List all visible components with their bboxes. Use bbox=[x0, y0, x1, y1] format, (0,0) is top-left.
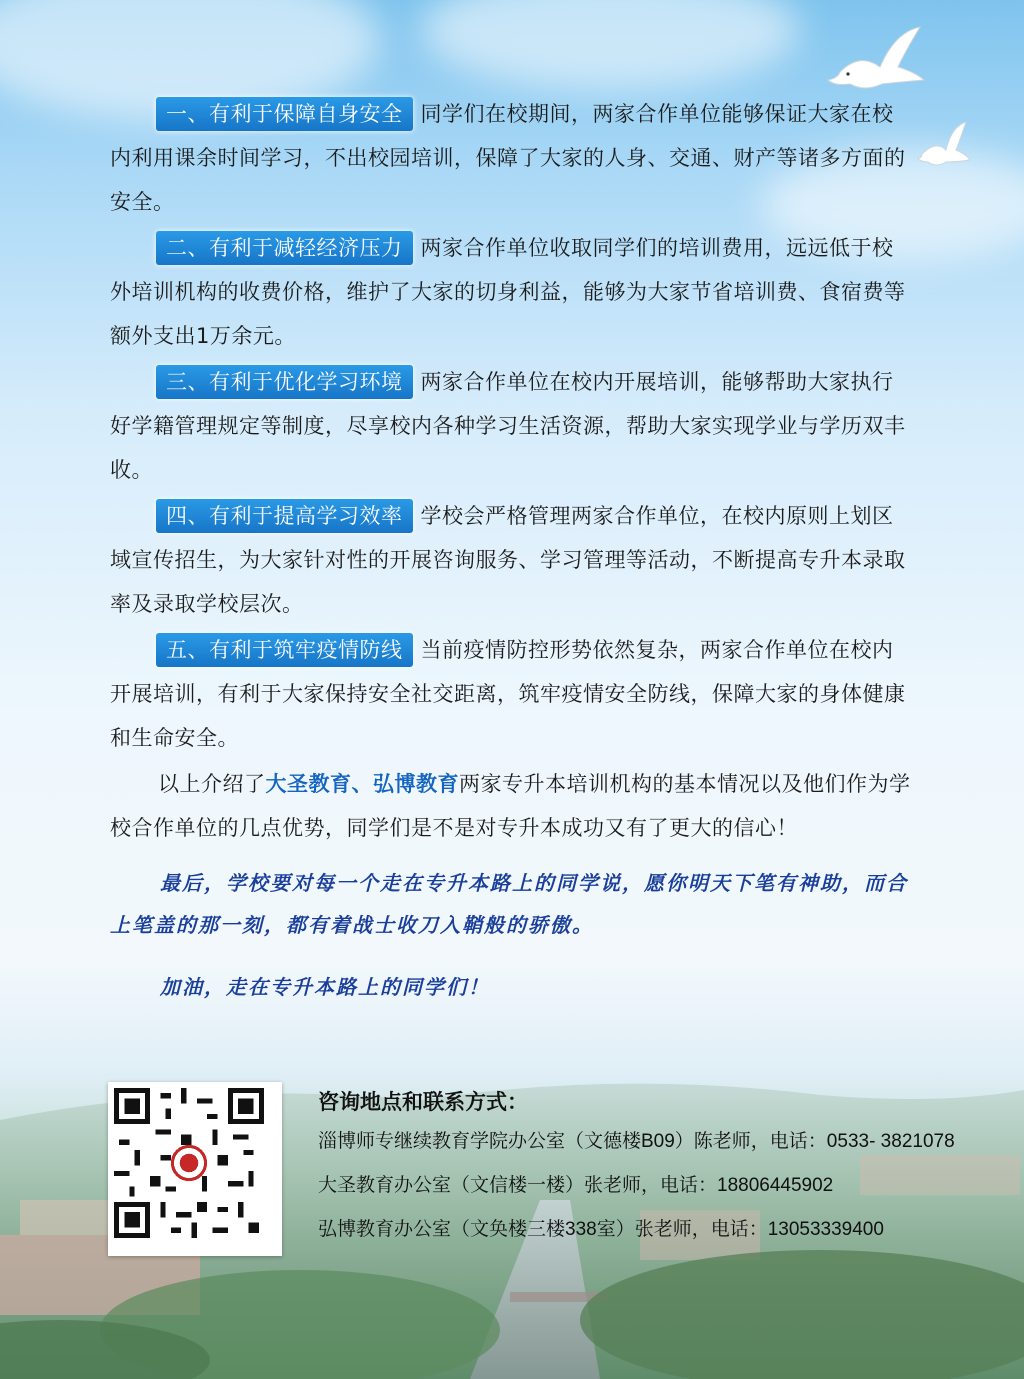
qr-code-frame bbox=[108, 1082, 282, 1256]
advantage-tag: 四、有利于提高学习效率 bbox=[156, 499, 413, 533]
advantage-3 bbox=[110, 360, 914, 492]
advantage-tag: 二、有利于减轻经济压力 bbox=[156, 231, 413, 265]
summary-prefix: 以上介绍了 bbox=[158, 772, 266, 796]
advantage-tag: 一、有利于保障自身安全 bbox=[156, 97, 413, 131]
advantage-text: 当前疫情防控形势依然复杂，两家合作单位在校内开展培训，有利于大家保持安全社交距离，筑牢疫情安全防线，保障大家的身体健康和生命安全。 bbox=[110, 638, 906, 750]
summary-highlight: 大圣教育、弘博教育 bbox=[265, 772, 459, 796]
contact-title: 咨询地点和联系方式： bbox=[318, 1090, 528, 1114]
advantage-text: 两家合作单位在校内开展培训，能够帮助大家执行好学籍管理规定等制度，尽享校内各种学习生活资源，帮助大家实现学业与学历双丰收。 bbox=[110, 370, 906, 482]
advantage-5 bbox=[110, 628, 914, 760]
dove-icon bbox=[820, 22, 930, 102]
summary-paragraph bbox=[110, 762, 914, 850]
advantage-text: 同学们在校期间，两家合作单位能够保证大家在校内利用课余时间学习，不出校园培训，保障了大家的人身、交通、财产等诸多方面的安全。 bbox=[110, 102, 906, 214]
contact-line-hongbo: 弘博教育办公室（文奂楼三楼338室）张老师，电话：13053339400 bbox=[318, 1219, 884, 1240]
main-content bbox=[110, 92, 914, 1028]
advantage-1 bbox=[110, 92, 914, 224]
contact-info bbox=[318, 1084, 955, 1252]
advantage-4 bbox=[110, 494, 914, 626]
dove-icon bbox=[916, 118, 972, 174]
closing-cheer: 加油，走在专升本路上的同学们！ bbox=[160, 975, 490, 999]
cloud bbox=[420, 0, 800, 90]
qr-code[interactable] bbox=[114, 1088, 264, 1238]
advantage-tag: 三、有利于优化学习环境 bbox=[156, 365, 413, 399]
contact-line-dasheng: 大圣教育办公室（文信楼一楼）张老师，电话：18806445902 bbox=[318, 1175, 834, 1196]
advantage-2 bbox=[110, 226, 914, 358]
advantage-tag: 五、有利于筑牢疫情防线 bbox=[156, 633, 413, 667]
advantage-text: 学校会严格管理两家合作单位，在校内原则上划区域宣传招生，为大家针对性的开展咨询服务、学习管理等活动，不断提高专升本录取率及录取学校层次。 bbox=[110, 504, 906, 616]
advantage-text: 两家合作单位收取同学们的培训费用，远远低于校外培训机构的收费价格，维护了大家的切身利益，能够为大家节省培训费、食宿费等额外支出1万余元。 bbox=[110, 236, 906, 348]
closing-message: 最后，学校要对每一个走在专升本路上的同学说，愿你明天下笔有神助，而合上笔盖的那一刻，都有着战士收刀入鞘般的骄傲。 bbox=[110, 871, 908, 937]
contact-line-office: 淄博师专继续教育学院办公室（文德楼B09）陈老师，电话：0533- 3821078 bbox=[318, 1131, 955, 1152]
summary-suffix: 两家专升本培训机构的基本情况以及他们作为学校合作单位的几点优势，同学们是不是对专升本成功又有了更大的信心！ bbox=[110, 772, 911, 840]
